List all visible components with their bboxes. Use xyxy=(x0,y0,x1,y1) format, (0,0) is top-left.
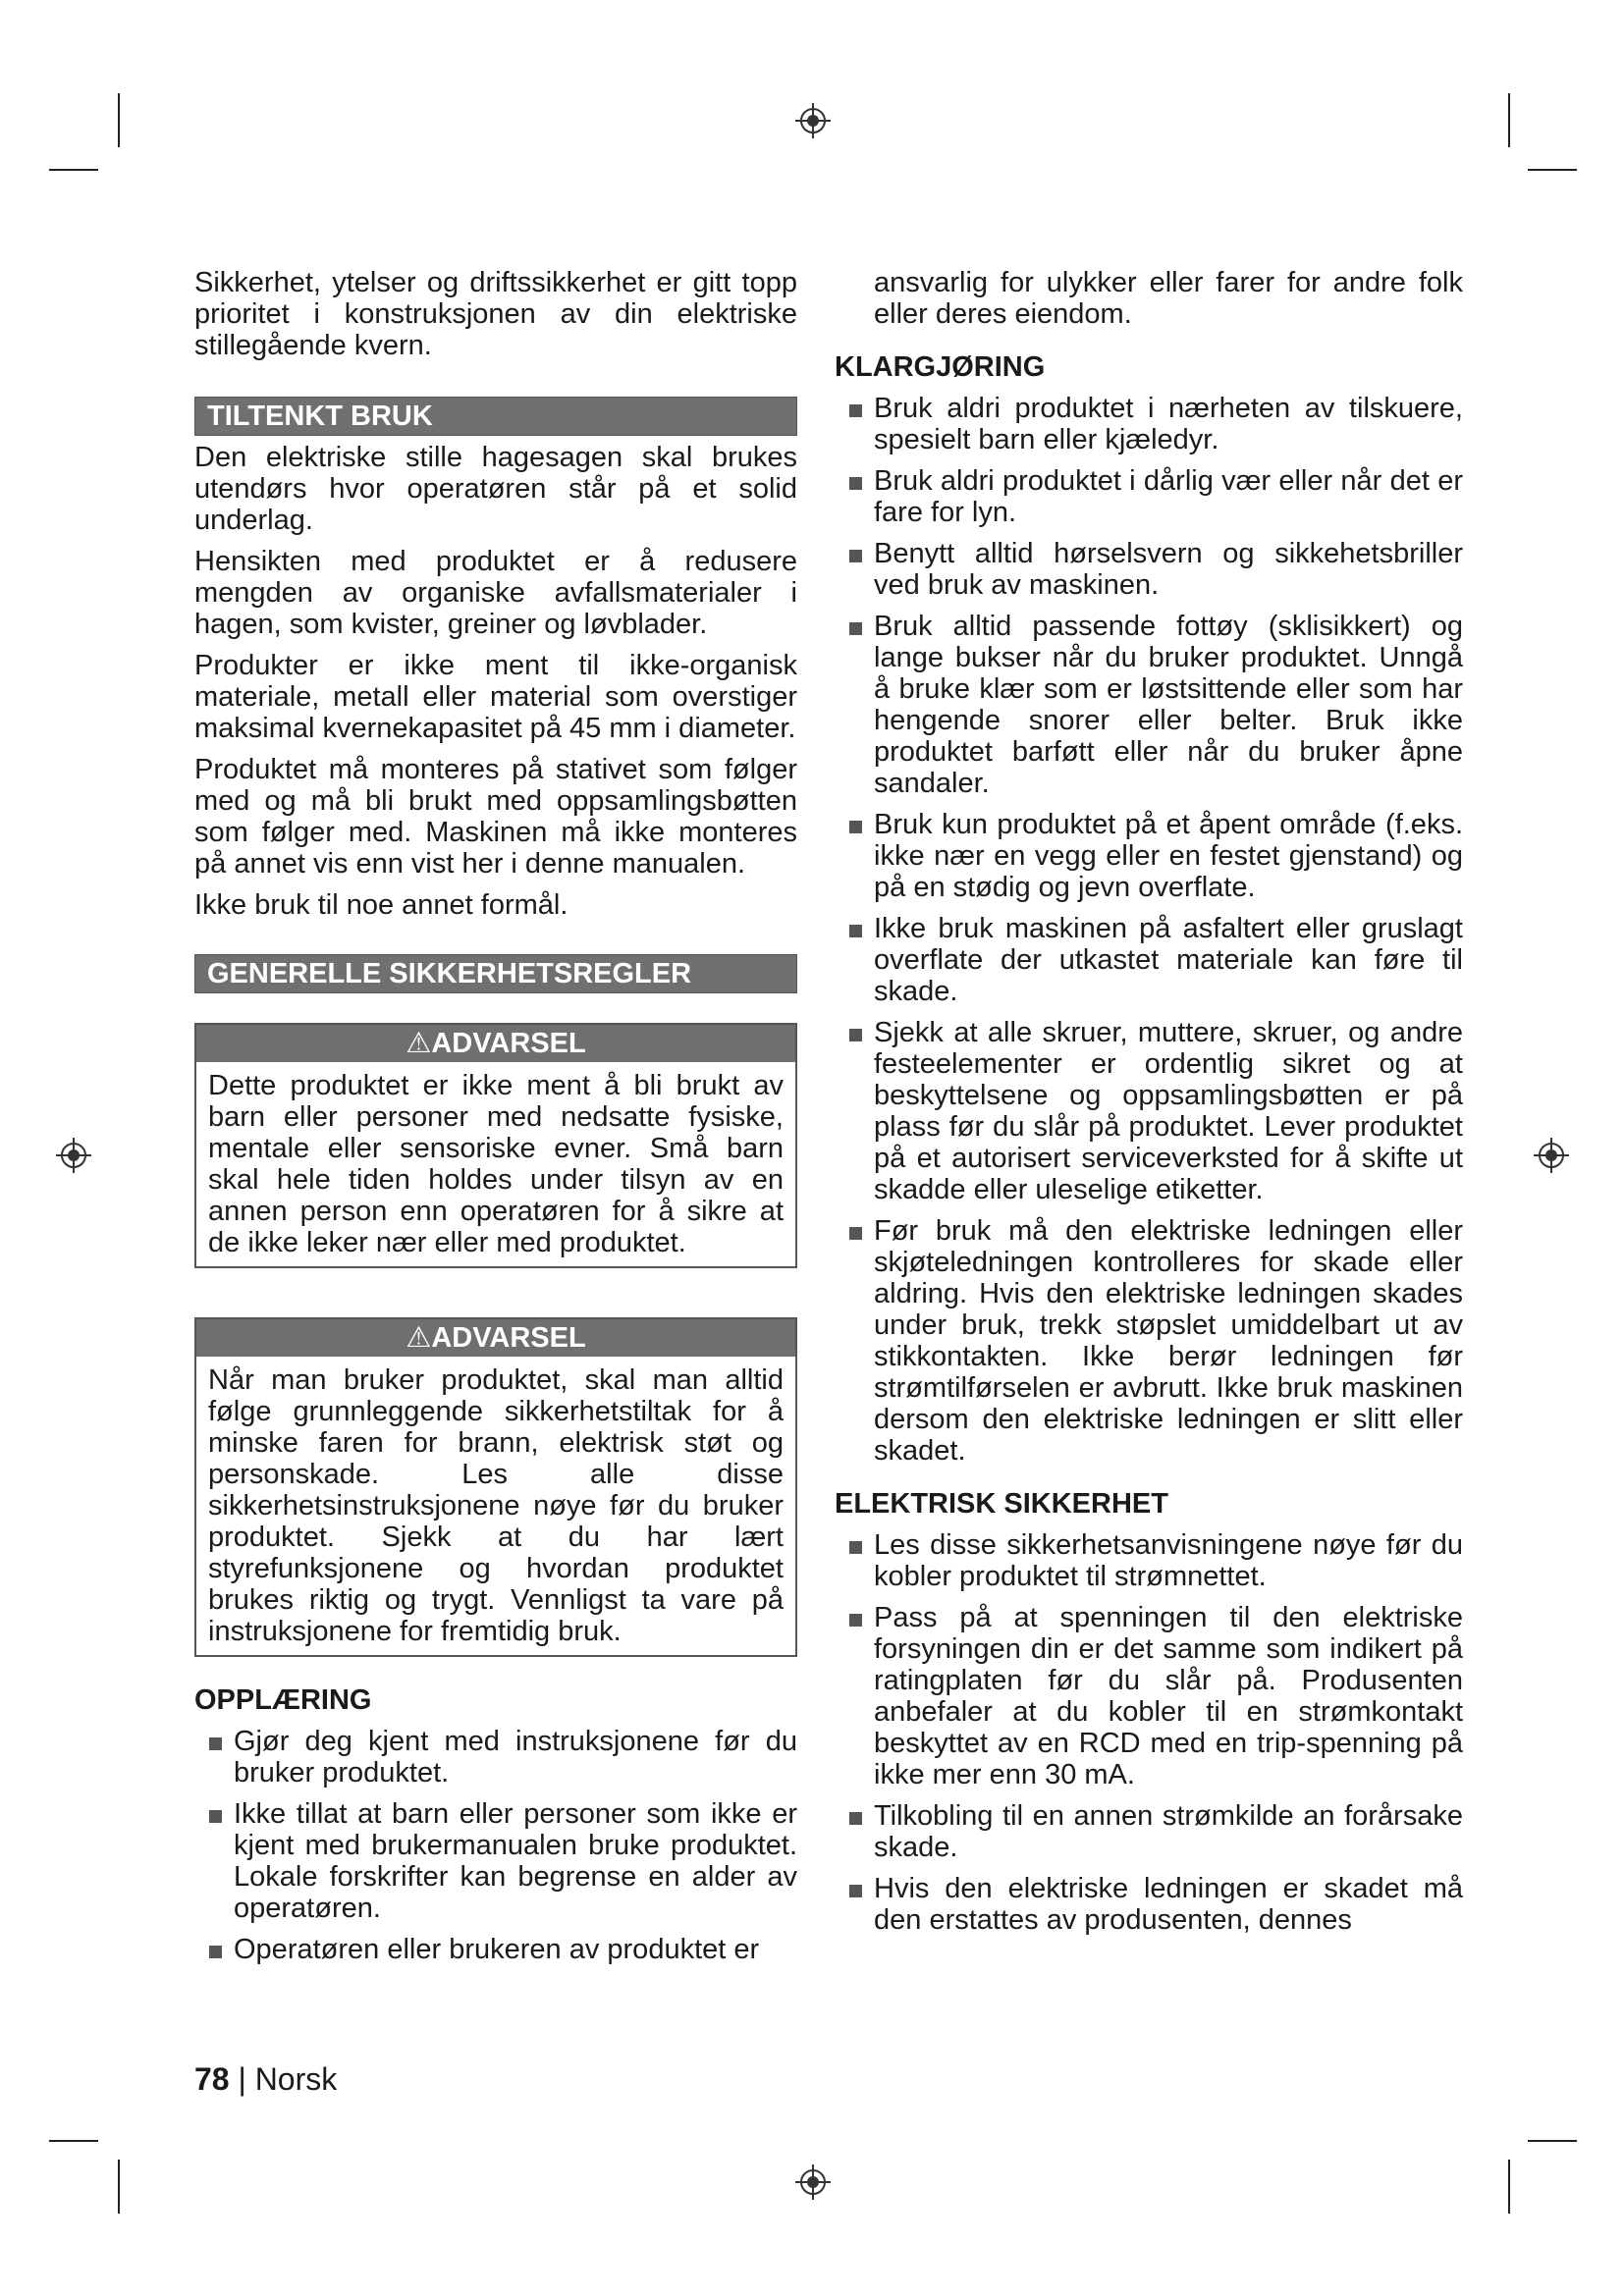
bullet-square-icon xyxy=(849,550,862,562)
list-item: Operatøren eller brukeren av produktet er xyxy=(194,1934,797,1965)
electrical-list xyxy=(835,1529,1463,1936)
bullet-square-icon xyxy=(849,1614,862,1627)
section-heading-intended-use: TILTENKT BRUK xyxy=(194,397,797,436)
continuation-paragraph: ansvarlig for ulykker eller farer for andre folk eller deres eiendom. xyxy=(874,267,1463,330)
bullet-square-icon xyxy=(849,622,862,635)
training-list xyxy=(194,1726,797,1965)
paragraph: Den elektriske stille hagesagen skal brukes utendørs hvor operatøren står på et solid underlag. xyxy=(194,442,797,536)
warning-triangle-icon: ⚠ xyxy=(406,1028,432,1059)
list-item: Pass på at spenningen til den elektriske forsyningen din er det samme som indikert på ratingplaten før du slår på. Produsenten anbefaler at du kobler til en strømkontakt beskyttet av en RCD med en trip-spenning på ikke mer enn 30 mA. xyxy=(835,1602,1463,1790)
registration-mark-icon xyxy=(1532,1136,1571,1175)
bullet-square-icon xyxy=(849,1541,862,1554)
bullet-square-icon xyxy=(849,1812,862,1825)
warning-triangle-icon: ⚠ xyxy=(406,1322,432,1354)
crop-mark xyxy=(49,2140,98,2142)
list-item: Før bruk må den elektriske ledningen eller skjøteledningen kontrolleres for skade eller aldring. Hvis den elektriske ledningen skades under bruk, trekk støpslet umiddelbart ut av stikkontakten. Ikke berør ledningen før strømtilførselen er avbrutt. Ikke bruk maskinen dersom den elektriske ledningen er slitt eller skadet. xyxy=(835,1215,1463,1467)
registration-mark-icon xyxy=(793,2163,833,2202)
subheading-training: OPPLÆRING xyxy=(194,1684,372,1716)
registration-mark-icon xyxy=(54,1136,93,1175)
preparation-list xyxy=(835,393,1463,1467)
crop-mark xyxy=(118,93,120,147)
subheading-preparation: KLARGJØRING xyxy=(835,351,1046,383)
list-item: Sjekk at alle skruer, muttere, skruer, og andre festeelementer er ordentlig sikret og at beskyttelsene og oppsamlingsbøtten er på plass før du slår på produktet. Lever produktet på et autorisert serviceverksted for å skifte ut skadde eller uleselige etiketter. xyxy=(835,1017,1463,1205)
page-number: 78 xyxy=(194,2061,230,2097)
crop-mark xyxy=(118,2160,120,2214)
warning-heading: ⚠ADVARSEL xyxy=(196,1319,795,1357)
warning-text: Dette produktet er ikke ment å bli brukt av barn eller personer med nedsatte fysiske, mentale eller sensoriske evner. Små barn skal hele tiden holdes under tilsyn av en annen person enn operatøren for å sikre at de ikke leker nær eller med produktet. xyxy=(208,1070,784,1258)
footer-language: Norsk xyxy=(254,2061,338,2097)
paragraph: Ikke bruk til noe annet formål. xyxy=(194,889,568,921)
list-item: Hvis den elektriske ledningen er skadet må den erstattes av produsenten, dennes xyxy=(835,1873,1463,1936)
list-item: Bruk kun produktet på et åpent område (f.eks. ikke nær en vegg eller en festet gjenstand) og på en stødig og jevn overflate. xyxy=(835,809,1463,903)
bullet-square-icon xyxy=(209,1810,222,1823)
bullet-square-icon xyxy=(849,1029,862,1041)
left-column xyxy=(194,267,797,1965)
bullet-square-icon xyxy=(849,477,862,490)
bullet-square-icon xyxy=(209,1737,222,1750)
list-item: Benytt alltid hørselsvern og sikkehetsbriller ved bruk av maskinen. xyxy=(835,538,1463,601)
bullet-square-icon xyxy=(849,404,862,417)
bullet-square-icon xyxy=(849,925,862,937)
right-column xyxy=(835,267,1463,1936)
registration-mark-icon xyxy=(793,101,833,140)
crop-mark xyxy=(1508,93,1510,147)
list-item: Les disse sikkerhetsanvisningene nøye før du kobler produktet til strømnettet. xyxy=(835,1529,1463,1592)
bullet-square-icon xyxy=(849,1227,862,1240)
list-item: Ikke bruk maskinen på asfaltert eller gruslagt overflate der utkastet materiale kan føre til skade. xyxy=(835,913,1463,1007)
list-item: Bruk alltid passende fottøy (sklisikkert) og lange bukser når du bruker produktet. Unngå å bruke klær som er løstsittende eller som har hengende snorer eller belter. Bruk ikke produktet barføtt eller når du bruker åpne sandaler. xyxy=(835,611,1463,799)
warning-text: Når man bruker produktet, skal man alltid følge grunnleggende sikkerhetstiltak for å minske faren for brann, elektrisk støt og personskade. Les alle disse sikkerhetsinstruksjonene nøye før du bruker produktet. Sjekk at du har lært styrefunksjonene og hvordan produktet brukes riktig og trygt. Vennligst ta vare på instruksjonene for fremtidig bruk. xyxy=(208,1364,784,1647)
crop-mark xyxy=(49,169,98,171)
list-item: Ikke tillat at barn eller personer som ikke er kjent med brukermanualen bruke produktet. Lokale forskrifter kan begrense en alder av operatøren. xyxy=(194,1798,797,1924)
intro-paragraph: Sikkerhet, ytelser og driftssikkerhet er gitt topp prioritet i konstruksjonen av din elektriske stillegående kvern. xyxy=(194,267,797,361)
crop-mark xyxy=(1508,2160,1510,2214)
list-item: Bruk aldri produktet i nærheten av tilskuere, spesielt barn eller kjæledyr. xyxy=(835,393,1463,455)
bullet-square-icon xyxy=(849,821,862,833)
crop-mark xyxy=(1528,169,1577,171)
warning-box xyxy=(194,1023,797,1268)
bullet-square-icon xyxy=(209,1946,222,1958)
paragraph: Hensikten med produktet er å redusere mengden av organiske avfallsmaterialer i hagen, som kvister, greiner og løvblader. xyxy=(194,546,797,640)
subheading-electrical-safety: ELEKTRISK SIKKERHET xyxy=(835,1488,1168,1520)
bullet-square-icon xyxy=(849,1885,862,1897)
footer-separator: | xyxy=(238,2061,246,2097)
warning-box xyxy=(194,1317,797,1657)
section-heading-general-safety: GENERELLE SIKKERHETSREGLER xyxy=(194,954,797,993)
list-item: Tilkobling til en annen strømkilde an forårsake skade. xyxy=(835,1800,1463,1863)
paragraph: Produktet må monteres på stativet som følger med og må bli brukt med oppsamlingsbøtten som følger med. Maskinen må ikke monteres på annet vis enn vist her i denne manualen. xyxy=(194,754,797,880)
crop-mark xyxy=(1528,2140,1577,2142)
list-item: Bruk aldri produktet i dårlig vær eller når det er fare for lyn. xyxy=(835,465,1463,528)
page-footer xyxy=(194,2061,337,2098)
paragraph: Produkter er ikke ment til ikke-organisk materiale, metall eller material som overstiger maksimal kvernekapasitet på 45 mm i diameter. xyxy=(194,650,797,744)
warning-heading: ⚠ADVARSEL xyxy=(196,1025,795,1062)
list-item: Gjør deg kjent med instruksjonene før du bruker produktet. xyxy=(194,1726,797,1789)
